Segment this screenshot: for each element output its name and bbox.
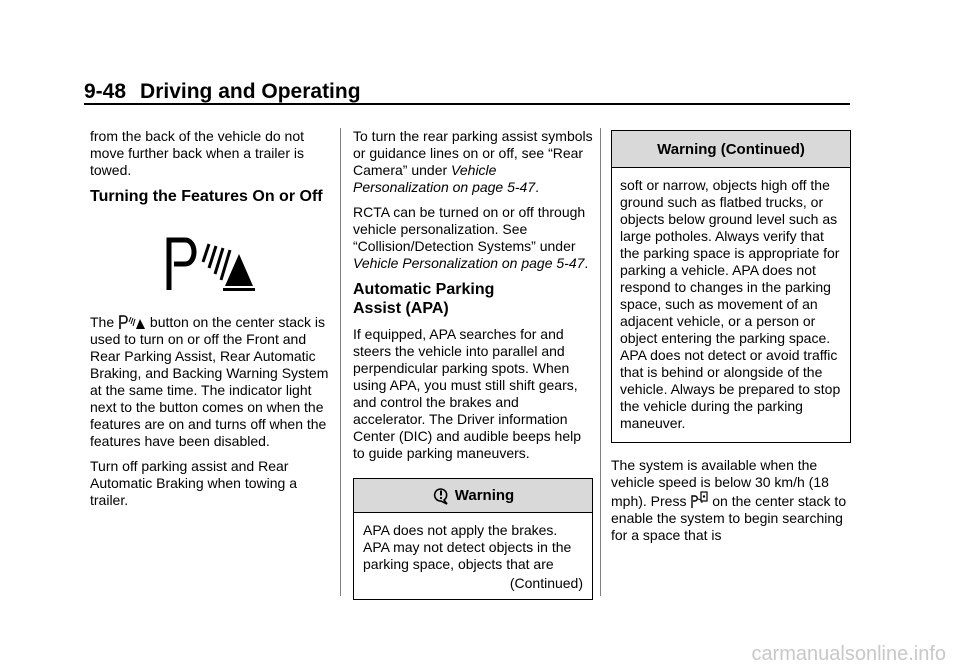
warning-box	[353, 478, 593, 600]
warning-header: Warning	[354, 479, 592, 513]
warning-body: APA does not apply the brakes. APA may not detect objects in the parking space, objects that are (Continued)	[363, 522, 583, 591]
paragraph: To turn the rear parking assist symbols or guidance lines on or off, see “Rear Camera” under Vehicle Personalization on page 5-47.	[353, 128, 593, 195]
column-divider	[600, 128, 601, 596]
apa-button-icon	[690, 491, 708, 509]
section-heading: Automatic Parking Assist (APA)	[353, 281, 495, 317]
parking-assist-icon	[165, 236, 255, 292]
cross-reference-link[interactable]: Vehicle Personalization on page 5-47	[353, 255, 585, 271]
warning-box	[611, 130, 851, 443]
column-left	[90, 128, 330, 517]
page-number: 9-48	[84, 80, 127, 103]
column-divider	[340, 128, 341, 596]
section-title: Driving and Operating	[140, 80, 361, 103]
paragraph: If equipped, APA searches for and steers the vehicle into parallel and perpendicular parking spots. When using APA, you must still shift gears, and control the brakes and accelerator. The Driver information Center (DIC) and audible beeps help to guide parking maneuvers.	[353, 326, 582, 461]
paragraph: Turn off parking assist and Rear Automatic Braking when towing a trailer.	[90, 458, 297, 508]
column-middle	[353, 128, 593, 600]
paragraph: The system is available when the vehicle speed is below 30 km/h (18 mph). Press on the center stack to enable the system to begin searching for a space that is	[611, 457, 847, 543]
continued-label: (Continued)	[509, 575, 583, 591]
paragraph: The button on the center stack is used to turn on or off the Front and Rear Parking Assist, Rear Automatic Braking, and Backing Warning System at the same time. The indicator light next to the button comes on when the features are on and turns off when the features have been disabled.	[90, 314, 329, 449]
warning-body: soft or narrow, objects high off the ground such as flatbed trucks, or objects below ground level such as large potholes. Always verify that the parking space is appropriate for parking a vehicle. APA does not respond to changes in the parking space, such as movement of an adjacent vehicle, or a person or object entering the parking space. APA does not detect or avoid traffic that is behind or alongside of the vehicle. Always be prepared to stop the vehicle during the parking maneuver.	[620, 177, 841, 431]
section-heading: Turning the Features On or Off	[90, 188, 323, 205]
paragraph: from the back of the vehicle do not move further back when a trailer is towed.	[90, 128, 305, 178]
parking-assist-icon	[118, 314, 146, 330]
warning-icon	[432, 487, 450, 505]
page-header	[84, 80, 361, 104]
header-rule	[84, 103, 850, 105]
cross-reference-link[interactable]: Vehicle Personalization on page 5-47	[353, 162, 536, 195]
parking-assist-symbol	[90, 236, 330, 292]
column-right	[611, 128, 851, 552]
watermark: carmanualsonline.info	[751, 643, 946, 665]
paragraph: RCTA can be turned on or off through vehicle personalization. See “Collision/Detection Systems” under Vehicle Personalization on page 5-47.	[353, 204, 589, 271]
warning-header: Warning (Continued)	[612, 131, 850, 168]
